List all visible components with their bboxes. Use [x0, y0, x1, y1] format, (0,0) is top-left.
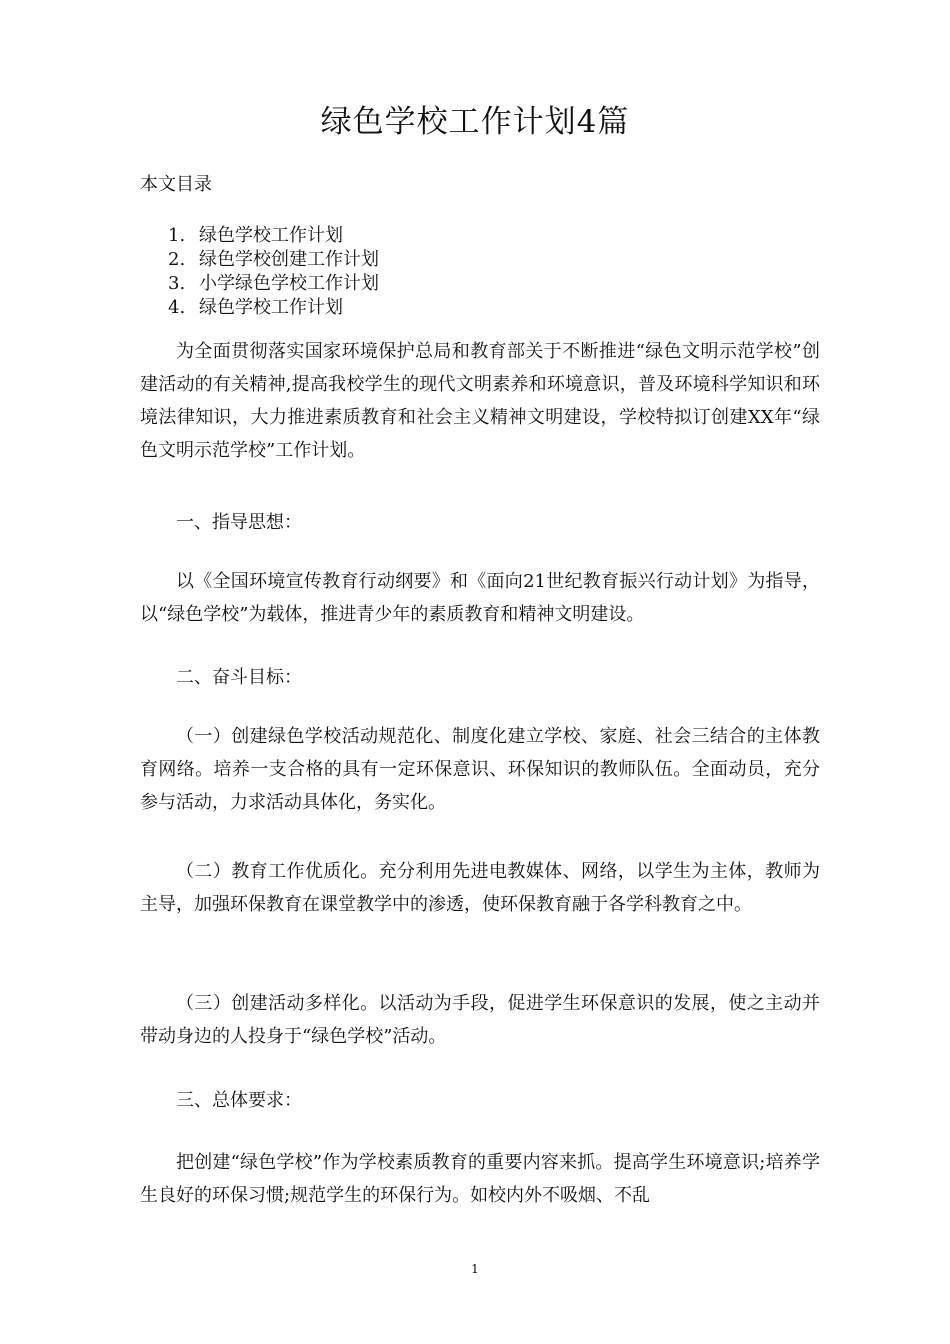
table-of-contents-heading: 本文目录	[140, 174, 212, 195]
requirements-paragraph: 把创建“绿色学校”作为学校素质教育的重要内容来抓。提高学生环境意识;培养学生良好的环保习惯;规范学生的环保行为。如校内外不吸烟、不乱	[140, 1152, 820, 1206]
toc-item-number: 2.	[168, 249, 186, 270]
page-number: 1	[471, 1262, 479, 1276]
section-heading-guiding-thought: 一、指导思想：	[176, 512, 302, 533]
section-heading-requirements: 三、总体要求：	[176, 1090, 302, 1111]
toc-item-number: 4.	[168, 297, 186, 318]
toc-item[interactable]	[168, 272, 379, 296]
intro-paragraph: 为全面贯彻落实国家环境保护总局和教育部关于不断推进“绿色文明示范学校”创建活动的有关精神,提高我校学生的现代文明素养和环境意识，普及环境科学知识和环境法律知识，大力推进素质教育和社会主义精神文明建设，学校特拟订创建XX年“绿色文明示范学校”工作计划。	[140, 341, 820, 461]
toc-item-label: 绿色学校工作计划	[199, 297, 343, 318]
toc-item-label: 绿色学校工作计划	[199, 225, 343, 246]
table-of-contents	[168, 224, 379, 320]
guiding-thought-paragraph: 以《全国环境宣传教育行动纲要》和《面向21世纪教育振兴行动计划》为指导，以“绿色学校”为载体，推进青少年的素质教育和精神文明建设。	[140, 571, 820, 625]
toc-item-label: 绿色学校创建工作计划	[199, 249, 379, 270]
goal-paragraph-3: （三）创建活动多样化。以活动为手段，促进学生环保意识的发展，使之主动并带动身边的人投身于“绿色学校”活动。	[140, 993, 820, 1047]
toc-item[interactable]	[168, 296, 379, 320]
goal-paragraph-1: （一）创建绿色学校活动规范化、制度化建立学校、家庭、社会三结合的主体教育网络。培养一支合格的具有一定环保意识、环保知识的教师队伍。全面动员，充分参与活动，力求活动具体化，务实化。	[140, 726, 820, 813]
toc-item-label: 小学绿色学校工作计划	[199, 273, 379, 294]
section-heading-goals: 二、奋斗目标：	[176, 667, 302, 688]
toc-item[interactable]	[168, 248, 379, 272]
goal-paragraph-2: （二）教育工作优质化。充分利用先进电教媒体、网络，以学生为主体，教师为主导，加强环保教育在课堂教学中的渗透，使环保教育融于各学科教育之中。	[140, 861, 820, 915]
toc-item-number: 3.	[168, 273, 186, 294]
toc-item[interactable]	[168, 224, 379, 248]
document-title: 绿色学校工作计划4篇	[320, 104, 630, 140]
toc-item-number: 1.	[168, 225, 186, 246]
